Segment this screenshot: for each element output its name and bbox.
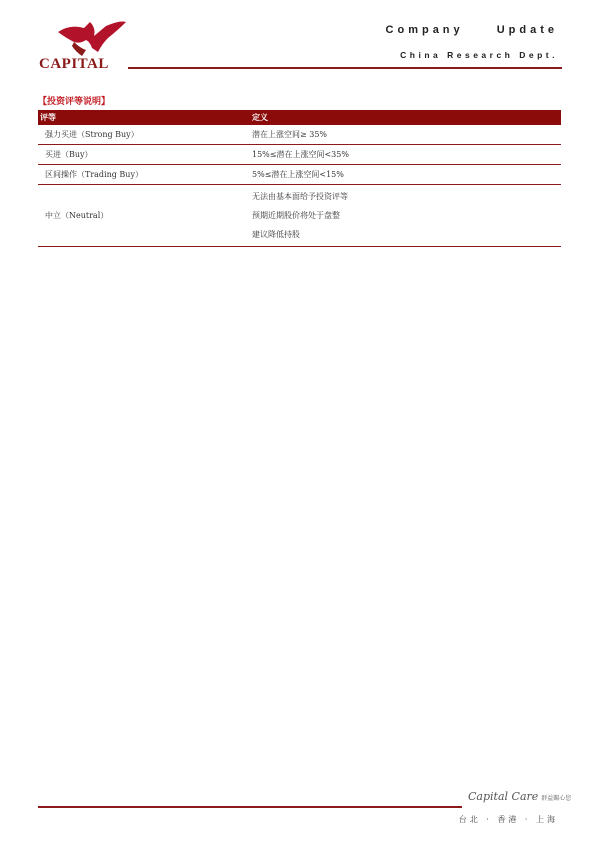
table-row — [38, 185, 561, 247]
department-subtitle: China Research Dept. — [400, 50, 558, 60]
footer-brand-name: Capital Care — [468, 790, 539, 803]
section-title: 【投资评等说明】 — [38, 97, 111, 107]
table-row — [38, 145, 561, 165]
definition-line: 预期近期股价将处于盘整 — [252, 211, 340, 220]
rating-cell: 区间操作（Trading Buy） — [45, 170, 143, 179]
rating-table — [38, 110, 561, 247]
logo-text: CAPITAL — [39, 56, 109, 72]
table-row — [38, 125, 561, 145]
definition-cell — [252, 187, 561, 244]
definition-cell: 潜在上涨空间≥ 35% — [252, 130, 328, 139]
footer-locations: 台北 · 香港 · 上海 — [458, 815, 558, 824]
table-header-rating: 评等 — [40, 112, 56, 122]
footer-brand-logo — [468, 790, 571, 803]
definition-line: 无法由基本面给予投资评等 — [252, 192, 348, 201]
definition-cell: 15%≤潜在上涨空间<35% — [252, 150, 349, 159]
table-header-definition: 定义 — [252, 112, 268, 122]
header-divider — [128, 67, 562, 69]
capital-logo-icon — [50, 18, 128, 58]
table-row — [38, 165, 561, 185]
definition-cell: 5%≤潜在上涨空间<15% — [252, 170, 344, 179]
footer-divider — [38, 806, 462, 808]
report-type-title: Company Update — [385, 24, 558, 36]
rating-cell: 中立（Neutral） — [45, 211, 109, 220]
footer-brand-cn: 群益關心您 — [541, 795, 572, 802]
rating-cell: 强力买进（Strong Buy） — [45, 130, 139, 139]
table-header-row — [38, 110, 561, 125]
definition-line: 建议降低持股 — [252, 230, 300, 239]
rating-cell: 买进（Buy） — [45, 150, 93, 159]
